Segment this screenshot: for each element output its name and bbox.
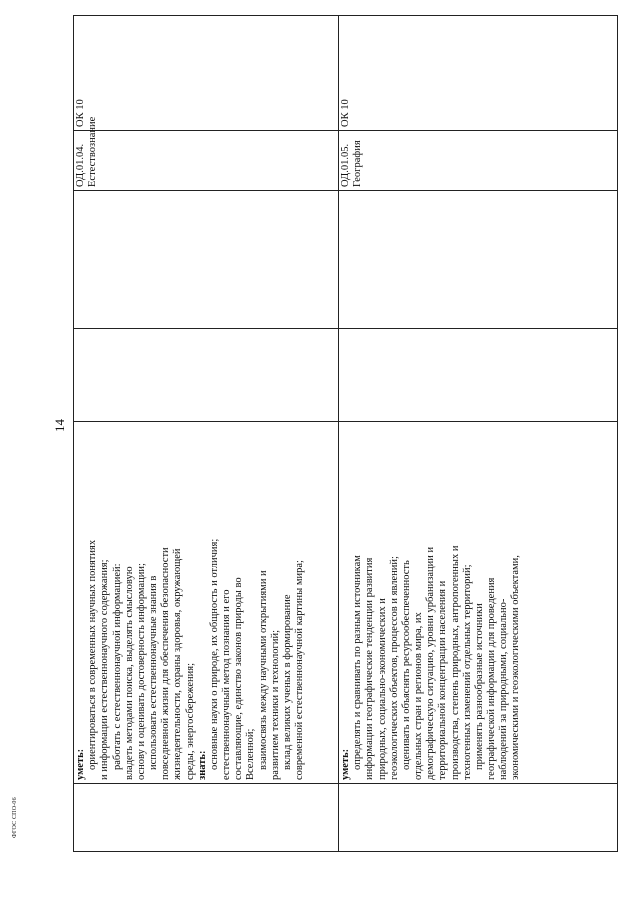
- text-line: повседневной жизни для обеспечения безопасности: [160, 547, 172, 780]
- text-line: экономическими и геоэкологическими объектами,: [510, 555, 522, 780]
- page-number: 14: [52, 419, 67, 432]
- text-line: среды, энергосбережения;: [184, 663, 196, 780]
- text-line: природных, социально-экономических и: [376, 598, 388, 780]
- text-line: жизнедеятельности, охраны здоровья, окружающей: [172, 548, 184, 780]
- text-line: основные науки о природе, их общность и отличия;: [208, 538, 220, 770]
- subject-cell: ОД.01.05. География: [339, 131, 618, 191]
- empty-cell: [339, 784, 618, 852]
- section-heading: уметь:: [75, 748, 86, 780]
- text-line: использовать естественнонаучные знания в: [148, 575, 160, 770]
- competence-cell: ОК 10: [74, 16, 339, 131]
- table-row: [74, 16, 339, 852]
- text-line: составляющие, единство законов природы во: [233, 577, 245, 780]
- text-line: географической информации для проведения: [486, 577, 498, 780]
- text-line: работать с естественнонаучной информацией:: [111, 563, 123, 770]
- empty-cell: [339, 191, 618, 329]
- empty-cell: [74, 784, 339, 852]
- text-line: геоэкологических объектов, процессов и явлений;: [388, 556, 400, 780]
- text-line: демографическую ситуацию, уровни урбанизации и: [425, 546, 437, 780]
- text-line: взаимосвязь между научными открытиями и: [257, 570, 269, 770]
- skills-knowledge-cell: [74, 422, 339, 784]
- text-line: и информации естественнонаучного содержания;: [99, 559, 111, 780]
- curriculum-table-rotated: [73, 16, 615, 852]
- text-line: ориентироваться в современных научных понятиях: [87, 539, 99, 770]
- skills-text: [75, 425, 306, 780]
- text-line: вклад великих ученых в формирование: [281, 594, 293, 770]
- section-heading: знать:: [196, 750, 208, 780]
- text-line: отдельных стран и регионов мира, их: [413, 612, 425, 780]
- text-line: естественнонаучный метод познания и его: [221, 589, 233, 780]
- section-heading: уметь:: [340, 748, 351, 780]
- subject-cell: ОД.01.04. Естествознание: [74, 131, 339, 191]
- empty-cell: [74, 191, 339, 329]
- skills-text: [340, 425, 523, 780]
- text-line: техногенных изменений отдельных территорий;: [461, 564, 473, 780]
- competence-cell: ОК 10: [339, 16, 618, 131]
- document-code: ФГОС СПО-06: [12, 797, 18, 838]
- text-line: территориальной концентрации населения и: [437, 580, 449, 780]
- text-line: основу и оценивать достоверность информации;: [135, 563, 147, 780]
- text-line: определять и сравнивать по разным источникам: [352, 555, 364, 770]
- table-row: [339, 16, 618, 852]
- text-line: применять разнообразные источники: [473, 603, 485, 770]
- text-line: Вселенной;: [245, 728, 257, 780]
- text-line: современной естественнонаучной картины мира;: [294, 560, 306, 780]
- text-line: владеть методами поиска, выделять смысловую: [123, 566, 135, 780]
- text-line: развитием техники и технологий;: [269, 629, 281, 780]
- skills-knowledge-cell: [339, 422, 618, 784]
- empty-cell: [74, 329, 339, 422]
- text-line: наблюдений за природными, социально-: [498, 598, 510, 780]
- empty-cell: [339, 329, 618, 422]
- text-line: информации географические тенденции развития: [364, 557, 376, 780]
- text-line: оценивать и объяснять ресурсообеспеченность: [400, 560, 412, 770]
- text-line: производства, степень природных, антропогенных и: [449, 545, 461, 780]
- curriculum-table: [73, 15, 618, 852]
